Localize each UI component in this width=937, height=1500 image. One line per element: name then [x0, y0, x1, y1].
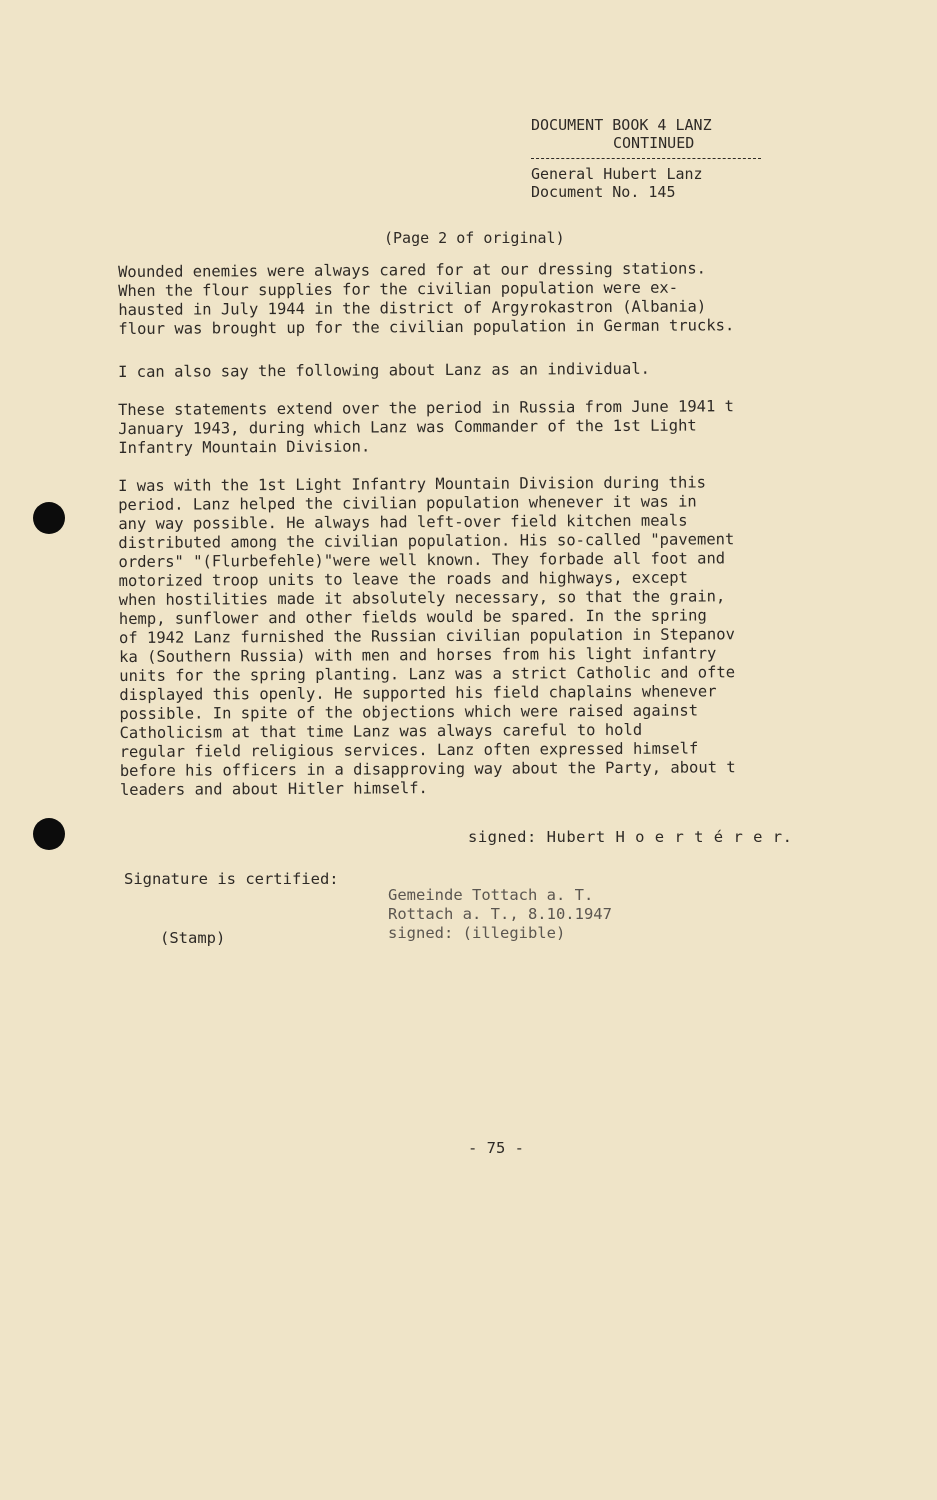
document-number: Document No. 145 — [531, 183, 676, 201]
page-number: - 75 - — [468, 1139, 524, 1157]
body-paragraph: Wounded enemies were always cared for at our dressing stations. When the flour supplies for the civilian population were ex- hausted in July 1944 in the district of Argyrokastron (Albania) flour was brought up for the civilian population in German trucks. — [118, 259, 735, 338]
punch-hole — [33, 818, 65, 850]
document-header — [531, 116, 761, 201]
signature-line: signed: Hubert H o e r t é r e r. — [468, 828, 793, 846]
continued-label: CONTINUED — [613, 134, 695, 152]
author-line: General Hubert Lanz — [531, 165, 703, 183]
punch-hole — [33, 502, 65, 534]
certification-block — [388, 886, 612, 943]
page-note: (Page 2 of original) — [384, 229, 565, 247]
stamp-label: (Stamp) — [160, 929, 226, 947]
body-paragraph: I was with the 1st Light Infantry Mountain Division during this period. Lanz helped the civilian population whenever it was in any way possible. He always had left-over field kitchen meals distributed among the civilian population. His so-called "pavement orders" "(Flurbefehle)"were well known. They forbade all foot and motorized troop units to leave the roads and highways, except when hostilities made it absolutely necessary, so that the grain, hemp, sunflower and other fields would be spared. In the spring of 1942 Lanz furnished the Russian civilian population in Stepanov ka (Southern Russia) with men and horses from his light infantry units for the spring planting. Lanz was a strict Catholic and ofte displayed this openly. He supported his field chaplains whenever possible. In spite of the objections which were raised against Catholicism at that time Lanz was always careful to hold regular field religious services. Lanz often expressed himself before his officers in a disapproving way about the Party, about t leaders and about Hitler himself. — [118, 473, 736, 799]
document-title: DOCUMENT BOOK 4 LANZ — [531, 116, 712, 134]
certification-line: Gemeinde Tottach a. T. — [388, 886, 594, 904]
certification-line: signed: (illegible) — [388, 924, 566, 942]
header-divider — [531, 158, 761, 159]
certification-label: Signature is certified: — [124, 870, 339, 888]
body-paragraph: These statements extend over the period in Russia from June 1941 t January 1943, during which Lanz was Commander of the 1st Light Infantry Mountain Division. — [118, 397, 735, 457]
body-paragraph: I can also say the following about Lanz as an individual. — [118, 359, 651, 381]
certification-line: Rottach a. T., 8.10.1947 — [388, 905, 612, 923]
